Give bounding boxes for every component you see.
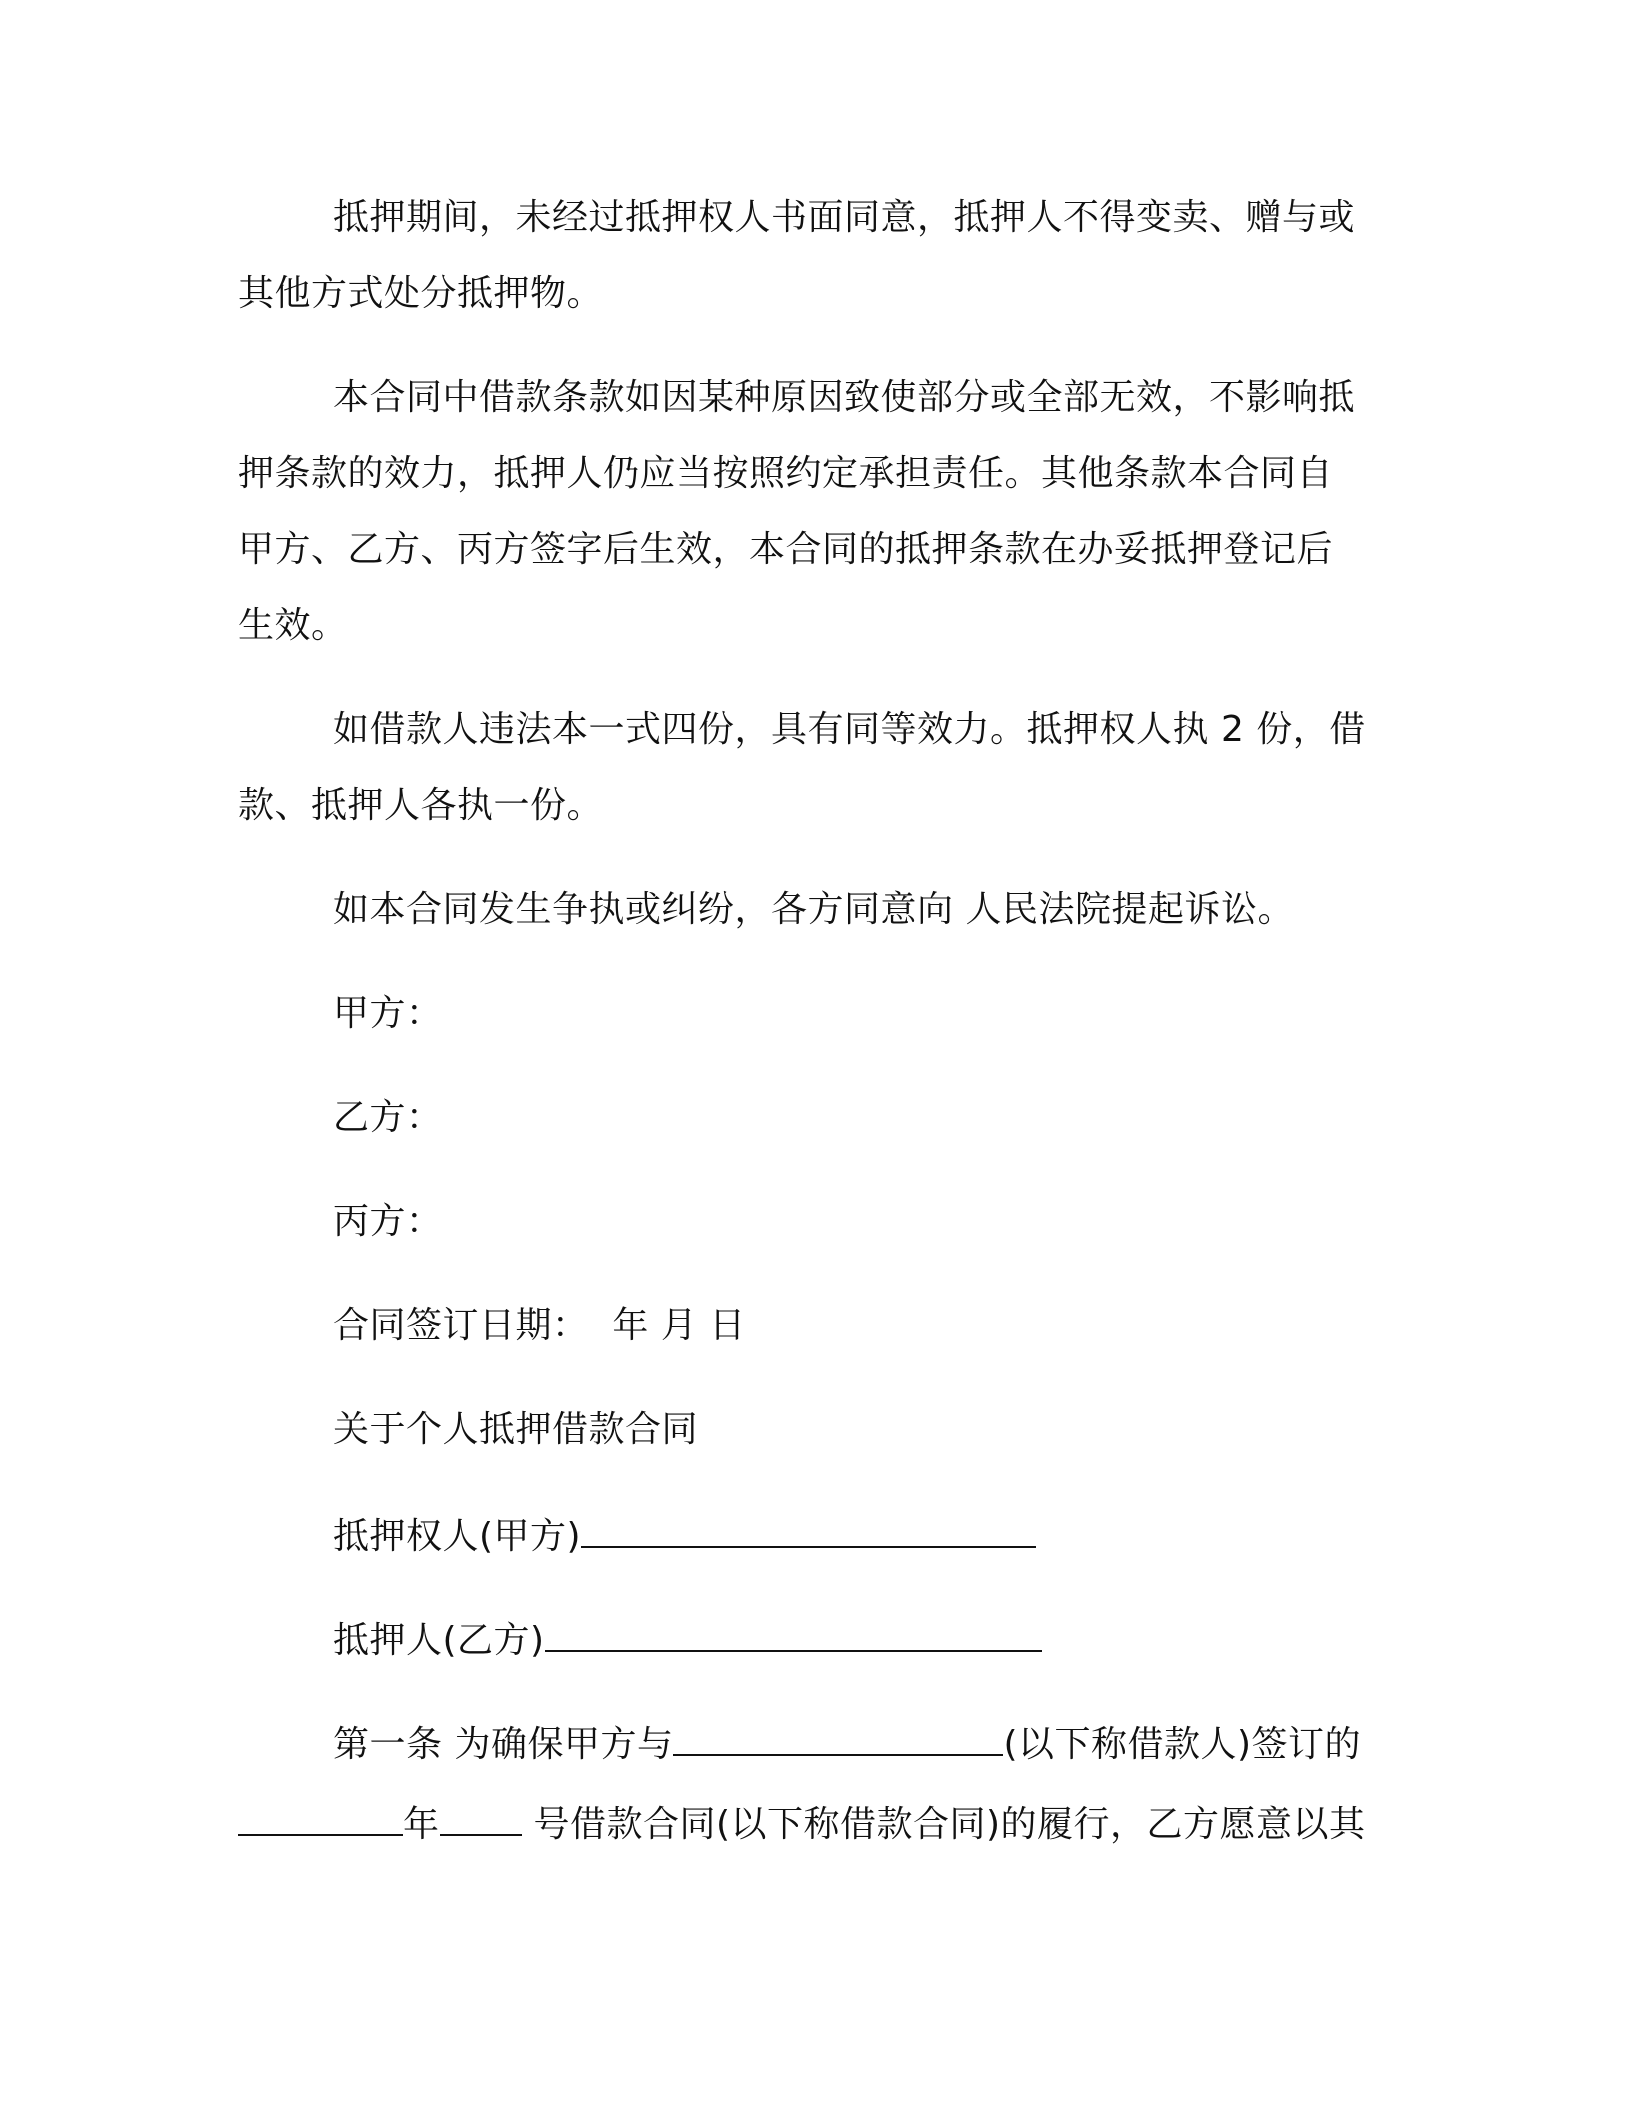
mortgagor-label: 抵押人(乙方) (333, 1620, 545, 1661)
mortgagor-line (333, 1616, 1042, 1663)
sign-date-line: 合同签订日期： 年 月 日 (333, 1305, 746, 1346)
article1-prefix: 第一条 为确保甲方与 (333, 1724, 674, 1765)
article1-line1 (333, 1720, 1361, 1767)
article1-year-label: 年 (403, 1804, 440, 1845)
para2-line1: 本合同中借款条款如因某种原因致使部分或全部无效，不影响抵 (333, 377, 1356, 418)
para2-line4: 生效。 (238, 605, 348, 646)
para4-line: 如本合同发生争执或纠纷，各方同意向 人民法院提起诉讼。 (333, 889, 1294, 930)
mortgagee-label: 抵押权人(甲方) (333, 1516, 582, 1557)
para3-line1: 如借款人违法本一式四份，具有同等效力。抵押权人执 2 份，借 (333, 709, 1366, 750)
mortgagee-line (333, 1512, 1036, 1559)
party-b-label: 乙方： (333, 1097, 443, 1138)
para3-line2: 款、抵押人各执一份。 (238, 785, 604, 826)
party-a-label: 甲方： (333, 993, 443, 1034)
article1-suffix: (以下称借款人)签订的 (1003, 1724, 1362, 1765)
year-blank[interactable] (238, 1800, 403, 1836)
mortgagor-blank[interactable] (545, 1616, 1042, 1652)
mortgagee-blank[interactable] (581, 1512, 1036, 1548)
party-c-label: 丙方： (333, 1201, 443, 1242)
para1-line2: 其他方式处分抵押物。 (238, 273, 604, 314)
borrower-blank[interactable] (673, 1720, 1003, 1756)
para1-line1: 抵押期间，未经过抵押权人书面同意，抵押人不得变卖、赠与或 (333, 197, 1356, 238)
section-title: 关于个人抵押借款合同 (333, 1409, 699, 1450)
para2-line2: 押条款的效力，抵押人仍应当按照约定承担责任。其他条款本合同自 (238, 453, 1334, 494)
article1-line2-rest: 号借款合同(以下称借款合同)的履行，乙方愿意以其 (521, 1804, 1366, 1845)
number-blank[interactable] (440, 1800, 522, 1836)
para2-line3: 甲方、乙方、丙方签字后生效，本合同的抵押条款在办妥抵押登记后 (238, 529, 1334, 570)
article1-line2 (238, 1800, 1366, 1847)
